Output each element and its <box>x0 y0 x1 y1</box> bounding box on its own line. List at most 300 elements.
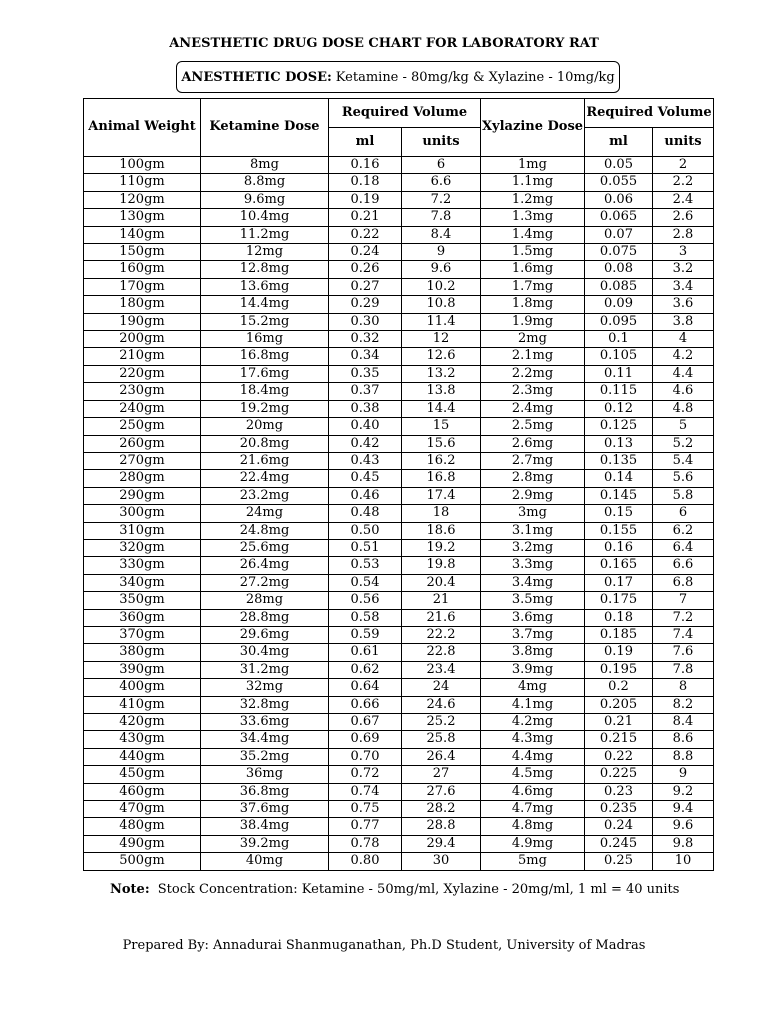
ketamine-units-cell: 23.4 <box>402 661 481 678</box>
xylazine-ml-cell: 0.185 <box>585 626 653 643</box>
animal-weight-cell: 240gm <box>84 400 201 417</box>
animal-weight-cell: 150gm <box>84 244 201 261</box>
table-row <box>84 783 714 800</box>
xylazine-units-cell: 9 <box>653 766 714 783</box>
animal-weight-cell: 210gm <box>84 348 201 365</box>
xylazine-units-cell: 9.2 <box>653 783 714 800</box>
ketamine-dose-cell: 32mg <box>201 679 329 696</box>
xylazine-ml-cell: 0.125 <box>585 418 653 435</box>
ketamine-units-cell: 20.4 <box>402 574 481 591</box>
ketamine-units-cell: 19.8 <box>402 557 481 574</box>
table-row <box>84 626 714 643</box>
xylazine-dose-cell: 1.5mg <box>481 244 585 261</box>
xylazine-ml-cell: 0.105 <box>585 348 653 365</box>
table-row <box>84 714 714 731</box>
xylazine-dose-cell: 3.2mg <box>481 539 585 556</box>
xylazine-dose-cell: 1.6mg <box>481 261 585 278</box>
ketamine-ml-cell: 0.46 <box>329 487 402 504</box>
xylazine-units-cell: 4.2 <box>653 348 714 365</box>
header-animal-weight: Animal Weight <box>84 99 201 157</box>
table-row <box>84 157 714 174</box>
xylazine-dose-cell: 4.7mg <box>481 801 585 818</box>
ketamine-units-cell: 8.4 <box>402 226 481 243</box>
animal-weight-cell: 420gm <box>84 714 201 731</box>
ketamine-dose-cell: 28.8mg <box>201 609 329 626</box>
header-ketamine-dose: Ketamine Dose <box>201 99 329 157</box>
animal-weight-cell: 250gm <box>84 418 201 435</box>
xylazine-dose-cell: 4.2mg <box>481 714 585 731</box>
xylazine-units-cell: 4.4 <box>653 365 714 382</box>
ketamine-ml-cell: 0.80 <box>329 853 402 870</box>
xylazine-units-cell: 6.2 <box>653 522 714 539</box>
xylazine-units-cell: 9.4 <box>653 801 714 818</box>
xylazine-ml-cell: 0.085 <box>585 278 653 295</box>
ketamine-ml-cell: 0.40 <box>329 418 402 435</box>
ketamine-ml-cell: 0.26 <box>329 261 402 278</box>
ketamine-ml-cell: 0.53 <box>329 557 402 574</box>
animal-weight-cell: 290gm <box>84 487 201 504</box>
ketamine-dose-cell: 30.4mg <box>201 644 329 661</box>
animal-weight-cell: 190gm <box>84 313 201 330</box>
xylazine-units-cell: 6.8 <box>653 574 714 591</box>
xylazine-ml-cell: 0.16 <box>585 539 653 556</box>
ketamine-ml-cell: 0.67 <box>329 714 402 731</box>
table-row <box>84 400 714 417</box>
ketamine-ml-cell: 0.56 <box>329 592 402 609</box>
ketamine-dose-cell: 34.4mg <box>201 731 329 748</box>
table-row <box>84 522 714 539</box>
xylazine-ml-cell: 0.155 <box>585 522 653 539</box>
ketamine-dose-cell: 28mg <box>201 592 329 609</box>
xylazine-ml-cell: 0.24 <box>585 818 653 835</box>
table-row <box>84 505 714 522</box>
table-row <box>84 435 714 452</box>
page-title: ANESTHETIC DRUG DOSE CHART FOR LABORATORY RAT <box>169 36 599 51</box>
ketamine-dose-cell: 13.6mg <box>201 278 329 295</box>
ketamine-ml-cell: 0.64 <box>329 679 402 696</box>
ketamine-ml-cell: 0.45 <box>329 470 402 487</box>
xylazine-dose-cell: 2.5mg <box>481 418 585 435</box>
xylazine-ml-cell: 0.23 <box>585 783 653 800</box>
table-row <box>84 801 714 818</box>
table-row <box>84 574 714 591</box>
animal-weight-cell: 320gm <box>84 539 201 556</box>
animal-weight-cell: 160gm <box>84 261 201 278</box>
table-row <box>84 331 714 348</box>
xylazine-dose-cell: 3.9mg <box>481 661 585 678</box>
xylazine-ml-cell: 0.22 <box>585 748 653 765</box>
dose-table <box>83 98 714 871</box>
xylazine-dose-cell: 4.3mg <box>481 731 585 748</box>
xylazine-dose-cell: 2.7mg <box>481 452 585 469</box>
xylazine-dose-cell: 1.2mg <box>481 191 585 208</box>
table-row <box>84 766 714 783</box>
table-row <box>84 696 714 713</box>
table-row <box>84 679 714 696</box>
xylazine-ml-cell: 0.13 <box>585 435 653 452</box>
xylazine-ml-cell: 0.205 <box>585 696 653 713</box>
table-row <box>84 174 714 191</box>
table-row <box>84 191 714 208</box>
xylazine-units-cell: 3 <box>653 244 714 261</box>
ketamine-ml-cell: 0.32 <box>329 331 402 348</box>
anesthetic-dose-text: Ketamine - 80mg/kg & Xylazine - 10mg/kg <box>335 69 615 85</box>
ketamine-ml-cell: 0.69 <box>329 731 402 748</box>
stock-concentration-note <box>110 882 679 897</box>
ketamine-ml-cell: 0.34 <box>329 348 402 365</box>
table-row <box>84 383 714 400</box>
table-row <box>84 278 714 295</box>
xylazine-ml-cell: 0.165 <box>585 557 653 574</box>
xylazine-units-cell: 8.6 <box>653 731 714 748</box>
ketamine-units-cell: 13.2 <box>402 365 481 382</box>
xylazine-ml-cell: 0.245 <box>585 835 653 852</box>
xylazine-ml-cell: 0.075 <box>585 244 653 261</box>
table-row <box>84 609 714 626</box>
xylazine-dose-cell: 1.4mg <box>481 226 585 243</box>
ketamine-units-cell: 25.8 <box>402 731 481 748</box>
ketamine-dose-cell: 14.4mg <box>201 296 329 313</box>
ketamine-dose-cell: 9.6mg <box>201 191 329 208</box>
ketamine-units-cell: 13.8 <box>402 383 481 400</box>
ketamine-ml-cell: 0.54 <box>329 574 402 591</box>
xylazine-ml-cell: 0.235 <box>585 801 653 818</box>
xylazine-ml-cell: 0.135 <box>585 452 653 469</box>
ketamine-ml-cell: 0.66 <box>329 696 402 713</box>
xylazine-ml-cell: 0.095 <box>585 313 653 330</box>
ketamine-units-cell: 7.2 <box>402 191 481 208</box>
xylazine-units-cell: 8 <box>653 679 714 696</box>
xylazine-ml-cell: 0.1 <box>585 331 653 348</box>
ketamine-dose-cell: 24mg <box>201 505 329 522</box>
animal-weight-cell: 200gm <box>84 331 201 348</box>
ketamine-units-cell: 28.8 <box>402 818 481 835</box>
xylazine-ml-cell: 0.11 <box>585 365 653 382</box>
ketamine-ml-cell: 0.75 <box>329 801 402 818</box>
xylazine-units-cell: 2.8 <box>653 226 714 243</box>
animal-weight-cell: 350gm <box>84 592 201 609</box>
table-row <box>84 748 714 765</box>
table-row <box>84 592 714 609</box>
table-row <box>84 539 714 556</box>
ketamine-dose-cell: 39.2mg <box>201 835 329 852</box>
ketamine-units-cell: 24.6 <box>402 696 481 713</box>
xylazine-dose-cell: 3mg <box>481 505 585 522</box>
ketamine-ml-cell: 0.38 <box>329 400 402 417</box>
animal-weight-cell: 360gm <box>84 609 201 626</box>
ketamine-units-cell: 28.2 <box>402 801 481 818</box>
xylazine-units-cell: 7.2 <box>653 609 714 626</box>
table-row <box>84 209 714 226</box>
animal-weight-cell: 380gm <box>84 644 201 661</box>
ketamine-ml-cell: 0.59 <box>329 626 402 643</box>
table-row <box>84 261 714 278</box>
xylazine-dose-cell: 3.3mg <box>481 557 585 574</box>
animal-weight-cell: 300gm <box>84 505 201 522</box>
animal-weight-cell: 330gm <box>84 557 201 574</box>
xylazine-units-cell: 7.4 <box>653 626 714 643</box>
xylazine-units-cell: 9.6 <box>653 818 714 835</box>
ketamine-ml-cell: 0.43 <box>329 452 402 469</box>
ketamine-ml-cell: 0.18 <box>329 174 402 191</box>
animal-weight-cell: 130gm <box>84 209 201 226</box>
header-ketamine-ml: ml <box>329 128 402 157</box>
xylazine-ml-cell: 0.225 <box>585 766 653 783</box>
xylazine-ml-cell: 0.09 <box>585 296 653 313</box>
ketamine-units-cell: 21.6 <box>402 609 481 626</box>
xylazine-dose-cell: 2.8mg <box>481 470 585 487</box>
ketamine-units-cell: 7.8 <box>402 209 481 226</box>
ketamine-units-cell: 12.6 <box>402 348 481 365</box>
animal-weight-cell: 370gm <box>84 626 201 643</box>
header-required-volume-ketamine: Required Volume <box>329 99 481 128</box>
xylazine-dose-cell: 3.4mg <box>481 574 585 591</box>
xylazine-ml-cell: 0.065 <box>585 209 653 226</box>
ketamine-units-cell: 18 <box>402 505 481 522</box>
xylazine-dose-cell: 1.3mg <box>481 209 585 226</box>
ketamine-units-cell: 27 <box>402 766 481 783</box>
ketamine-units-cell: 22.2 <box>402 626 481 643</box>
animal-weight-cell: 390gm <box>84 661 201 678</box>
animal-weight-cell: 280gm <box>84 470 201 487</box>
ketamine-units-cell: 21 <box>402 592 481 609</box>
xylazine-dose-cell: 3.6mg <box>481 609 585 626</box>
ketamine-dose-cell: 23.2mg <box>201 487 329 504</box>
table-row <box>84 557 714 574</box>
ketamine-dose-cell: 35.2mg <box>201 748 329 765</box>
prepared-by: Prepared By: Annadurai Shanmuganathan, Ph.D Student, University of Madras <box>122 938 646 953</box>
animal-weight-cell: 480gm <box>84 818 201 835</box>
ketamine-dose-cell: 12.8mg <box>201 261 329 278</box>
table-row <box>84 296 714 313</box>
ketamine-ml-cell: 0.74 <box>329 783 402 800</box>
xylazine-units-cell: 3.8 <box>653 313 714 330</box>
ketamine-ml-cell: 0.42 <box>329 435 402 452</box>
ketamine-units-cell: 25.2 <box>402 714 481 731</box>
ketamine-units-cell: 29.4 <box>402 835 481 852</box>
ketamine-units-cell: 15 <box>402 418 481 435</box>
note-text: Stock Concentration: Ketamine - 50mg/ml, Xylazine - 20mg/ml, 1 ml = 40 units <box>157 882 680 897</box>
ketamine-dose-cell: 16mg <box>201 331 329 348</box>
xylazine-dose-cell: 1.9mg <box>481 313 585 330</box>
ketamine-dose-cell: 10.4mg <box>201 209 329 226</box>
xylazine-dose-cell: 3.7mg <box>481 626 585 643</box>
xylazine-ml-cell: 0.2 <box>585 679 653 696</box>
animal-weight-cell: 120gm <box>84 191 201 208</box>
ketamine-ml-cell: 0.70 <box>329 748 402 765</box>
xylazine-units-cell: 2.2 <box>653 174 714 191</box>
ketamine-ml-cell: 0.50 <box>329 522 402 539</box>
anesthetic-dose-label: ANESTHETIC DOSE: <box>181 69 332 85</box>
ketamine-dose-cell: 15.2mg <box>201 313 329 330</box>
animal-weight-cell: 410gm <box>84 696 201 713</box>
xylazine-dose-cell: 4.1mg <box>481 696 585 713</box>
xylazine-ml-cell: 0.12 <box>585 400 653 417</box>
animal-weight-cell: 180gm <box>84 296 201 313</box>
ketamine-units-cell: 15.6 <box>402 435 481 452</box>
ketamine-ml-cell: 0.22 <box>329 226 402 243</box>
ketamine-dose-cell: 16.8mg <box>201 348 329 365</box>
xylazine-dose-cell: 2.3mg <box>481 383 585 400</box>
ketamine-units-cell: 12 <box>402 331 481 348</box>
xylazine-units-cell: 5.8 <box>653 487 714 504</box>
xylazine-units-cell: 4.8 <box>653 400 714 417</box>
dose-table-body <box>84 157 714 871</box>
animal-weight-cell: 450gm <box>84 766 201 783</box>
header-xylazine-units: units <box>653 128 714 157</box>
ketamine-units-cell: 9.6 <box>402 261 481 278</box>
ketamine-ml-cell: 0.77 <box>329 818 402 835</box>
xylazine-ml-cell: 0.215 <box>585 731 653 748</box>
xylazine-ml-cell: 0.055 <box>585 174 653 191</box>
xylazine-dose-cell: 2.2mg <box>481 365 585 382</box>
ketamine-dose-cell: 21.6mg <box>201 452 329 469</box>
animal-weight-cell: 110gm <box>84 174 201 191</box>
ketamine-units-cell: 22.8 <box>402 644 481 661</box>
ketamine-units-cell: 14.4 <box>402 400 481 417</box>
xylazine-dose-cell: 1.7mg <box>481 278 585 295</box>
xylazine-ml-cell: 0.15 <box>585 505 653 522</box>
animal-weight-cell: 310gm <box>84 522 201 539</box>
ketamine-dose-cell: 18.4mg <box>201 383 329 400</box>
animal-weight-cell: 140gm <box>84 226 201 243</box>
animal-weight-cell: 470gm <box>84 801 201 818</box>
ketamine-dose-cell: 37.6mg <box>201 801 329 818</box>
xylazine-ml-cell: 0.195 <box>585 661 653 678</box>
ketamine-dose-cell: 8.8mg <box>201 174 329 191</box>
ketamine-units-cell: 10.8 <box>402 296 481 313</box>
xylazine-dose-cell: 2.4mg <box>481 400 585 417</box>
note-label: Note: <box>110 882 150 897</box>
xylazine-units-cell: 4.6 <box>653 383 714 400</box>
xylazine-ml-cell: 0.06 <box>585 191 653 208</box>
ketamine-ml-cell: 0.37 <box>329 383 402 400</box>
ketamine-dose-cell: 17.6mg <box>201 365 329 382</box>
xylazine-dose-cell: 3.8mg <box>481 644 585 661</box>
xylazine-units-cell: 5.6 <box>653 470 714 487</box>
ketamine-dose-cell: 31.2mg <box>201 661 329 678</box>
ketamine-dose-cell: 26.4mg <box>201 557 329 574</box>
animal-weight-cell: 270gm <box>84 452 201 469</box>
xylazine-ml-cell: 0.05 <box>585 157 653 174</box>
animal-weight-cell: 230gm <box>84 383 201 400</box>
animal-weight-cell: 220gm <box>84 365 201 382</box>
xylazine-ml-cell: 0.17 <box>585 574 653 591</box>
xylazine-units-cell: 8.8 <box>653 748 714 765</box>
ketamine-ml-cell: 0.58 <box>329 609 402 626</box>
xylazine-units-cell: 6.6 <box>653 557 714 574</box>
table-row <box>84 818 714 835</box>
ketamine-dose-cell: 40mg <box>201 853 329 870</box>
animal-weight-cell: 460gm <box>84 783 201 800</box>
ketamine-dose-cell: 38.4mg <box>201 818 329 835</box>
ketamine-units-cell: 9 <box>402 244 481 261</box>
xylazine-units-cell: 5 <box>653 418 714 435</box>
ketamine-ml-cell: 0.62 <box>329 661 402 678</box>
ketamine-units-cell: 10.2 <box>402 278 481 295</box>
animal-weight-cell: 440gm <box>84 748 201 765</box>
table-row <box>84 487 714 504</box>
xylazine-units-cell: 5.4 <box>653 452 714 469</box>
xylazine-ml-cell: 0.19 <box>585 644 653 661</box>
ketamine-units-cell: 30 <box>402 853 481 870</box>
anesthetic-dose-box <box>176 61 620 93</box>
ketamine-dose-cell: 32.8mg <box>201 696 329 713</box>
xylazine-dose-cell: 4.6mg <box>481 783 585 800</box>
ketamine-dose-cell: 33.6mg <box>201 714 329 731</box>
xylazine-ml-cell: 0.145 <box>585 487 653 504</box>
animal-weight-cell: 490gm <box>84 835 201 852</box>
xylazine-ml-cell: 0.175 <box>585 592 653 609</box>
xylazine-units-cell: 6 <box>653 505 714 522</box>
table-row <box>84 452 714 469</box>
xylazine-ml-cell: 0.18 <box>585 609 653 626</box>
ketamine-units-cell: 16.8 <box>402 470 481 487</box>
xylazine-dose-cell: 1mg <box>481 157 585 174</box>
ketamine-units-cell: 16.2 <box>402 452 481 469</box>
table-row <box>84 226 714 243</box>
xylazine-units-cell: 10 <box>653 853 714 870</box>
ketamine-ml-cell: 0.35 <box>329 365 402 382</box>
header-ketamine-units: units <box>402 128 481 157</box>
xylazine-dose-cell: 3.1mg <box>481 522 585 539</box>
xylazine-units-cell: 3.2 <box>653 261 714 278</box>
ketamine-ml-cell: 0.29 <box>329 296 402 313</box>
ketamine-dose-cell: 29.6mg <box>201 626 329 643</box>
xylazine-units-cell: 9.8 <box>653 835 714 852</box>
ketamine-units-cell: 18.6 <box>402 522 481 539</box>
xylazine-units-cell: 2.4 <box>653 191 714 208</box>
xylazine-units-cell: 5.2 <box>653 435 714 452</box>
ketamine-dose-cell: 27.2mg <box>201 574 329 591</box>
xylazine-dose-cell: 1.1mg <box>481 174 585 191</box>
animal-weight-cell: 170gm <box>84 278 201 295</box>
xylazine-dose-cell: 4.4mg <box>481 748 585 765</box>
ketamine-ml-cell: 0.51 <box>329 539 402 556</box>
xylazine-ml-cell: 0.115 <box>585 383 653 400</box>
xylazine-units-cell: 7.6 <box>653 644 714 661</box>
ketamine-ml-cell: 0.19 <box>329 191 402 208</box>
xylazine-ml-cell: 0.07 <box>585 226 653 243</box>
xylazine-dose-cell: 1.8mg <box>481 296 585 313</box>
ketamine-ml-cell: 0.30 <box>329 313 402 330</box>
ketamine-dose-cell: 22.4mg <box>201 470 329 487</box>
animal-weight-cell: 100gm <box>84 157 201 174</box>
animal-weight-cell: 500gm <box>84 853 201 870</box>
xylazine-dose-cell: 4mg <box>481 679 585 696</box>
ketamine-ml-cell: 0.27 <box>329 278 402 295</box>
xylazine-dose-cell: 2.6mg <box>481 435 585 452</box>
animal-weight-cell: 340gm <box>84 574 201 591</box>
table-row <box>84 644 714 661</box>
xylazine-units-cell: 7 <box>653 592 714 609</box>
ketamine-dose-cell: 12mg <box>201 244 329 261</box>
ketamine-units-cell: 6.6 <box>402 174 481 191</box>
table-row <box>84 313 714 330</box>
ketamine-units-cell: 19.2 <box>402 539 481 556</box>
ketamine-ml-cell: 0.61 <box>329 644 402 661</box>
xylazine-units-cell: 3.6 <box>653 296 714 313</box>
ketamine-dose-cell: 36.8mg <box>201 783 329 800</box>
xylazine-dose-cell: 2mg <box>481 331 585 348</box>
xylazine-dose-cell: 4.9mg <box>481 835 585 852</box>
xylazine-dose-cell: 5mg <box>481 853 585 870</box>
ketamine-dose-cell: 19.2mg <box>201 400 329 417</box>
table-row <box>84 365 714 382</box>
xylazine-units-cell: 4 <box>653 331 714 348</box>
animal-weight-cell: 260gm <box>84 435 201 452</box>
xylazine-ml-cell: 0.14 <box>585 470 653 487</box>
